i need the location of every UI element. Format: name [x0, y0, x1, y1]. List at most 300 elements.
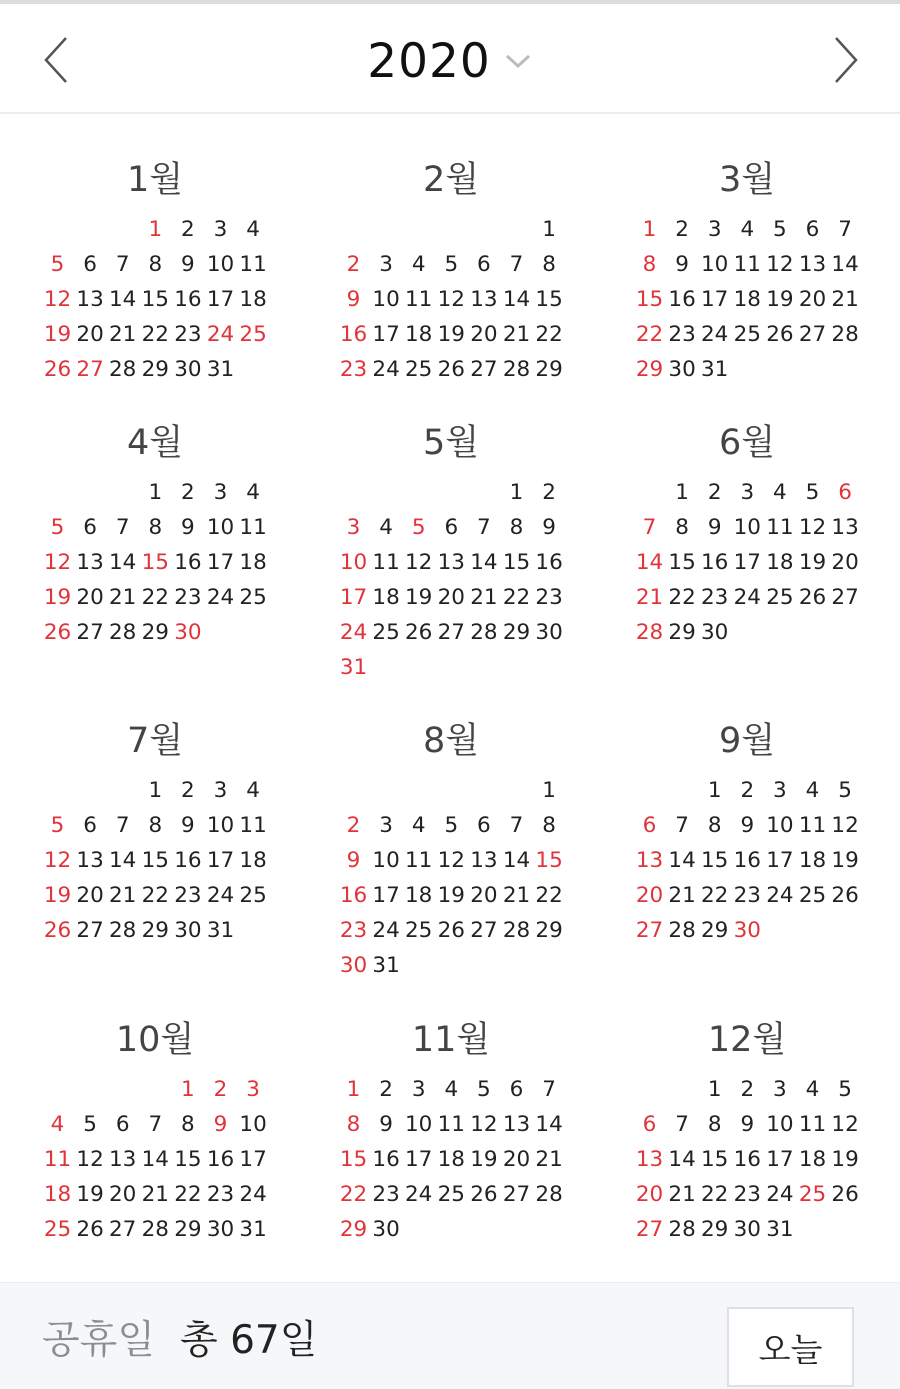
day-cell[interactable]: 23 — [701, 585, 729, 610]
day-cell[interactable]: 6 — [83, 813, 97, 838]
day-cell[interactable]: 8 — [707, 813, 722, 838]
day-cell[interactable]: 24 — [766, 883, 794, 908]
day-cell[interactable]: 18 — [798, 848, 827, 873]
day-cell[interactable]: 2 — [213, 1077, 228, 1102]
day-cell[interactable]: 16 — [339, 883, 368, 908]
day-cell[interactable]: 30 — [535, 620, 563, 645]
day-cell[interactable]: 11 — [405, 848, 433, 873]
day-cell[interactable]: 22 — [668, 585, 696, 610]
day-cell[interactable]: 14 — [502, 287, 531, 312]
day-cell[interactable]: 11 — [372, 550, 400, 575]
day-cell[interactable]: 10 — [206, 813, 235, 838]
day-cell[interactable]: 24 — [206, 585, 235, 610]
day-cell[interactable]: 6 — [642, 1112, 657, 1137]
day-cell[interactable]: 11 — [239, 252, 267, 277]
day-cell[interactable]: 30 — [668, 357, 696, 382]
day-cell[interactable]: 12 — [43, 848, 72, 873]
month-title[interactable]: 4월 — [126, 423, 184, 463]
day-cell[interactable]: 20 — [798, 287, 827, 312]
day-cell[interactable]: 29 — [701, 1217, 729, 1242]
day-cell[interactable]: 30 — [174, 918, 202, 943]
day-cell[interactable]: 8 — [148, 252, 163, 277]
day-cell[interactable]: 21 — [109, 322, 137, 347]
day-cell[interactable]: 11 — [733, 252, 761, 277]
day-cell[interactable]: 3 — [213, 480, 228, 505]
day-cell[interactable]: 30 — [372, 1217, 400, 1242]
day-cell[interactable]: 26 — [798, 585, 827, 610]
day-cell[interactable]: 12 — [470, 1112, 498, 1137]
month-title[interactable]: 2월 — [422, 160, 480, 200]
day-cell[interactable]: 13 — [635, 1147, 664, 1172]
day-cell[interactable]: 2 — [181, 778, 195, 803]
day-cell[interactable]: 18 — [405, 883, 433, 908]
day-cell[interactable]: 19 — [43, 585, 72, 610]
day-cell[interactable]: 31 — [206, 918, 235, 943]
day-cell[interactable]: 1 — [346, 1077, 361, 1102]
day-cell[interactable]: 30 — [206, 1217, 235, 1242]
day-cell[interactable]: 8 — [642, 252, 657, 277]
day-cell[interactable]: 24 — [239, 1182, 267, 1207]
day-cell[interactable]: 20 — [76, 322, 104, 347]
day-cell[interactable]: 23 — [339, 918, 368, 943]
day-cell[interactable]: 27 — [798, 322, 827, 347]
day-cell[interactable]: 28 — [502, 918, 531, 943]
day-cell[interactable]: 4 — [379, 515, 393, 540]
day-cell[interactable]: 10 — [372, 848, 400, 873]
day-cell[interactable]: 5 — [838, 1077, 852, 1102]
day-cell[interactable]: 6 — [83, 252, 97, 277]
day-cell[interactable]: 30 — [339, 953, 368, 978]
day-cell[interactable]: 18 — [239, 848, 267, 873]
day-cell[interactable]: 29 — [141, 357, 169, 382]
day-cell[interactable]: 17 — [733, 550, 761, 575]
day-cell[interactable]: 22 — [141, 322, 169, 347]
day-cell[interactable]: 31 — [239, 1217, 267, 1242]
day-cell[interactable]: 8 — [542, 252, 556, 277]
day-cell[interactable]: 25 — [798, 1182, 827, 1207]
day-cell[interactable]: 16 — [733, 1147, 761, 1172]
day-cell[interactable]: 27 — [76, 620, 104, 645]
day-cell[interactable]: 14 — [635, 550, 664, 575]
day-cell[interactable]: 15 — [141, 550, 169, 575]
day-cell[interactable]: 2 — [740, 778, 755, 803]
day-cell[interactable]: 12 — [437, 848, 465, 873]
day-cell[interactable]: 18 — [43, 1182, 72, 1207]
day-cell[interactable]: 26 — [43, 918, 72, 943]
day-cell[interactable]: 5 — [773, 217, 787, 242]
day-cell[interactable]: 19 — [437, 322, 465, 347]
day-cell[interactable]: 27 — [831, 585, 859, 610]
day-cell[interactable]: 27 — [76, 918, 104, 943]
day-cell[interactable]: 5 — [838, 778, 852, 803]
day-cell[interactable]: 22 — [535, 883, 563, 908]
day-cell[interactable]: 28 — [141, 1217, 169, 1242]
day-cell[interactable]: 23 — [174, 883, 202, 908]
day-cell[interactable]: 10 — [766, 1112, 794, 1137]
day-cell[interactable]: 2 — [379, 1077, 393, 1102]
day-cell[interactable]: 26 — [43, 620, 72, 645]
day-cell[interactable]: 1 — [181, 1077, 195, 1102]
day-cell[interactable]: 24 — [372, 357, 400, 382]
day-cell[interactable]: 9 — [542, 515, 556, 540]
day-cell[interactable]: 18 — [733, 287, 761, 312]
day-cell[interactable]: 4 — [444, 1077, 459, 1102]
day-cell[interactable]: 24 — [206, 883, 235, 908]
day-cell[interactable]: 28 — [635, 620, 664, 645]
day-cell[interactable]: 28 — [470, 620, 498, 645]
day-cell[interactable]: 9 — [346, 287, 361, 312]
day-cell[interactable]: 31 — [206, 357, 235, 382]
day-cell[interactable]: 14 — [109, 287, 137, 312]
day-cell[interactable]: 15 — [635, 287, 664, 312]
day-cell[interactable]: 4 — [411, 252, 426, 277]
day-cell[interactable]: 17 — [206, 550, 235, 575]
day-cell[interactable]: 16 — [535, 550, 563, 575]
day-cell[interactable]: 28 — [668, 1217, 696, 1242]
day-cell[interactable]: 22 — [339, 1182, 368, 1207]
day-cell[interactable]: 22 — [535, 322, 563, 347]
day-cell[interactable]: 11 — [239, 515, 267, 540]
day-cell[interactable]: 9 — [181, 252, 195, 277]
day-cell[interactable]: 24 — [405, 1182, 433, 1207]
day-cell[interactable]: 19 — [405, 585, 433, 610]
day-cell[interactable]: 14 — [109, 550, 137, 575]
day-cell[interactable]: 7 — [115, 813, 130, 838]
day-cell[interactable]: 27 — [635, 918, 664, 943]
day-cell[interactable]: 1 — [148, 480, 163, 505]
day-cell[interactable]: 7 — [115, 515, 130, 540]
day-cell[interactable]: 3 — [379, 252, 393, 277]
day-cell[interactable]: 14 — [470, 550, 498, 575]
day-cell[interactable]: 3 — [773, 778, 787, 803]
day-cell[interactable]: 26 — [437, 918, 465, 943]
day-cell[interactable]: 31 — [701, 357, 729, 382]
day-cell[interactable]: 17 — [372, 883, 400, 908]
day-cell[interactable]: 24 — [733, 585, 761, 610]
day-cell[interactable]: 20 — [470, 883, 498, 908]
day-cell[interactable]: 28 — [831, 322, 859, 347]
day-cell[interactable]: 23 — [535, 585, 563, 610]
day-cell[interactable]: 6 — [642, 813, 657, 838]
day-cell[interactable]: 16 — [174, 848, 202, 873]
month-title[interactable]: 6월 — [718, 423, 776, 463]
day-cell[interactable]: 7 — [542, 1077, 556, 1102]
day-cell[interactable]: 15 — [535, 848, 563, 873]
day-cell[interactable]: 24 — [339, 620, 368, 645]
day-cell[interactable]: 15 — [535, 287, 563, 312]
day-cell[interactable]: 28 — [109, 918, 137, 943]
day-cell[interactable]: 17 — [339, 585, 368, 610]
day-cell[interactable]: 25 — [405, 918, 433, 943]
day-cell[interactable]: 13 — [831, 515, 859, 540]
day-cell[interactable]: 13 — [76, 287, 104, 312]
day-cell[interactable]: 13 — [76, 848, 104, 873]
day-cell[interactable]: 16 — [174, 287, 202, 312]
day-cell[interactable]: 2 — [181, 480, 195, 505]
day-cell[interactable]: 3 — [213, 217, 228, 242]
day-cell[interactable]: 8 — [181, 1112, 195, 1137]
day-cell[interactable]: 17 — [766, 848, 794, 873]
day-cell[interactable]: 16 — [206, 1147, 235, 1172]
day-cell[interactable]: 22 — [141, 585, 169, 610]
day-cell[interactable]: 23 — [174, 322, 202, 347]
day-cell[interactable]: 11 — [437, 1112, 465, 1137]
day-cell[interactable]: 7 — [642, 515, 657, 540]
day-cell[interactable]: 17 — [405, 1147, 433, 1172]
day-cell[interactable]: 22 — [701, 1182, 729, 1207]
day-cell[interactable]: 20 — [76, 585, 104, 610]
day-cell[interactable]: 23 — [206, 1182, 235, 1207]
day-cell[interactable]: 12 — [831, 1112, 859, 1137]
day-cell[interactable]: 9 — [740, 1112, 755, 1137]
day-cell[interactable]: 1 — [148, 217, 163, 242]
day-cell[interactable]: 12 — [798, 515, 827, 540]
day-cell[interactable]: 25 — [372, 620, 400, 645]
day-cell[interactable]: 14 — [109, 848, 137, 873]
day-cell[interactable]: 7 — [675, 1112, 689, 1137]
day-cell[interactable]: 23 — [174, 585, 202, 610]
day-cell[interactable]: 14 — [668, 848, 696, 873]
day-cell[interactable]: 8 — [148, 813, 163, 838]
day-cell[interactable]: 29 — [502, 620, 531, 645]
day-cell[interactable]: 14 — [502, 848, 531, 873]
day-cell[interactable]: 21 — [831, 287, 859, 312]
day-cell[interactable]: 6 — [477, 813, 491, 838]
day-cell[interactable]: 22 — [635, 322, 664, 347]
day-cell[interactable]: 25 — [43, 1217, 72, 1242]
day-cell[interactable]: 12 — [405, 550, 433, 575]
day-cell[interactable]: 15 — [339, 1147, 368, 1172]
day-cell[interactable]: 10 — [405, 1112, 433, 1137]
day-cell[interactable]: 15 — [502, 550, 531, 575]
day-cell[interactable]: 8 — [346, 1112, 361, 1137]
day-cell[interactable]: 16 — [372, 1147, 400, 1172]
day-cell[interactable]: 6 — [477, 252, 491, 277]
day-cell[interactable]: 4 — [805, 1077, 820, 1102]
day-cell[interactable]: 5 — [805, 480, 820, 505]
day-cell[interactable]: 7 — [509, 813, 524, 838]
day-cell[interactable]: 20 — [635, 1182, 664, 1207]
day-cell[interactable]: 28 — [668, 918, 696, 943]
day-cell[interactable]: 26 — [43, 357, 72, 382]
day-cell[interactable]: 11 — [766, 515, 794, 540]
day-cell[interactable]: 10 — [733, 515, 761, 540]
day-cell[interactable]: 30 — [733, 1217, 761, 1242]
day-cell[interactable]: 2 — [181, 217, 195, 242]
day-cell[interactable]: 29 — [535, 918, 563, 943]
day-cell[interactable]: 31 — [339, 655, 368, 680]
day-cell[interactable]: 13 — [437, 550, 465, 575]
day-cell[interactable]: 20 — [502, 1147, 531, 1172]
day-cell[interactable]: 18 — [798, 1147, 827, 1172]
month-title[interactable]: 10월 — [115, 1020, 195, 1060]
day-cell[interactable]: 4 — [740, 217, 755, 242]
day-cell[interactable]: 5 — [477, 1077, 491, 1102]
day-cell[interactable]: 13 — [109, 1147, 137, 1172]
next-year-button[interactable] — [814, 30, 874, 90]
day-cell[interactable]: 26 — [766, 322, 794, 347]
day-cell[interactable]: 10 — [206, 252, 235, 277]
day-cell[interactable]: 12 — [43, 550, 72, 575]
month-title[interactable]: 7월 — [126, 721, 184, 761]
day-cell[interactable]: 26 — [831, 883, 859, 908]
day-cell[interactable]: 22 — [502, 585, 531, 610]
day-cell[interactable]: 14 — [141, 1147, 169, 1172]
day-cell[interactable]: 28 — [109, 620, 137, 645]
day-cell[interactable]: 9 — [707, 515, 722, 540]
day-cell[interactable]: 23 — [372, 1182, 400, 1207]
day-cell[interactable]: 17 — [206, 848, 235, 873]
day-cell[interactable]: 1 — [642, 217, 657, 242]
day-cell[interactable]: 3 — [246, 1077, 260, 1102]
day-cell[interactable]: 19 — [831, 848, 859, 873]
day-cell[interactable]: 27 — [470, 357, 498, 382]
day-cell[interactable]: 9 — [346, 848, 361, 873]
day-cell[interactable]: 25 — [239, 585, 267, 610]
day-cell[interactable]: 17 — [372, 322, 400, 347]
day-cell[interactable]: 4 — [411, 813, 426, 838]
month-title[interactable]: 8월 — [422, 721, 480, 761]
day-cell[interactable]: 7 — [509, 252, 524, 277]
day-cell[interactable]: 20 — [635, 883, 664, 908]
day-cell[interactable]: 29 — [141, 620, 169, 645]
day-cell[interactable]: 2 — [346, 252, 361, 277]
day-cell[interactable]: 12 — [831, 813, 859, 838]
day-cell[interactable]: 3 — [346, 515, 361, 540]
day-cell[interactable]: 20 — [470, 322, 498, 347]
day-cell[interactable]: 12 — [76, 1147, 104, 1172]
day-cell[interactable]: 9 — [675, 252, 689, 277]
day-cell[interactable]: 26 — [405, 620, 433, 645]
day-cell[interactable]: 12 — [43, 287, 72, 312]
day-cell[interactable]: 14 — [668, 1147, 696, 1172]
day-cell[interactable]: 23 — [339, 357, 368, 382]
day-cell[interactable]: 4 — [246, 217, 260, 242]
day-cell[interactable]: 2 — [740, 1077, 755, 1102]
day-cell[interactable]: 7 — [675, 813, 689, 838]
day-cell[interactable]: 6 — [509, 1077, 524, 1102]
day-cell[interactable]: 29 — [339, 1217, 368, 1242]
day-cell[interactable]: 17 — [206, 287, 235, 312]
day-cell[interactable]: 6 — [444, 515, 459, 540]
day-cell[interactable]: 15 — [701, 848, 729, 873]
day-cell[interactable]: 17 — [239, 1147, 267, 1172]
day-cell[interactable]: 3 — [213, 778, 228, 803]
day-cell[interactable]: 2 — [675, 217, 689, 242]
day-cell[interactable]: 20 — [76, 883, 104, 908]
day-cell[interactable]: 15 — [668, 550, 696, 575]
day-cell[interactable]: 21 — [109, 883, 137, 908]
day-cell[interactable]: 29 — [141, 918, 169, 943]
day-cell[interactable]: 8 — [675, 515, 689, 540]
day-cell[interactable]: 1 — [542, 217, 556, 242]
day-cell[interactable]: 13 — [470, 287, 498, 312]
day-cell[interactable]: 16 — [733, 848, 761, 873]
day-cell[interactable]: 19 — [437, 883, 465, 908]
month-title[interactable]: 12월 — [707, 1020, 787, 1060]
day-cell[interactable]: 31 — [766, 1217, 794, 1242]
day-cell[interactable]: 23 — [733, 1182, 761, 1207]
day-cell[interactable]: 22 — [141, 883, 169, 908]
day-cell[interactable]: 14 — [535, 1112, 563, 1137]
day-cell[interactable]: 1 — [707, 778, 722, 803]
day-cell[interactable]: 3 — [707, 217, 722, 242]
day-cell[interactable]: 27 — [109, 1217, 137, 1242]
day-cell[interactable]: 24 — [766, 1182, 794, 1207]
day-cell[interactable]: 1 — [148, 778, 163, 803]
day-cell[interactable]: 23 — [668, 322, 696, 347]
day-cell[interactable]: 18 — [239, 287, 267, 312]
day-cell[interactable]: 12 — [437, 287, 465, 312]
day-cell[interactable]: 11 — [798, 1112, 827, 1137]
day-cell[interactable]: 1 — [542, 778, 556, 803]
day-cell[interactable]: 4 — [773, 480, 787, 505]
day-cell[interactable]: 24 — [701, 322, 729, 347]
day-cell[interactable]: 19 — [76, 1182, 104, 1207]
day-cell[interactable]: 21 — [502, 322, 531, 347]
day-cell[interactable]: 7 — [115, 252, 130, 277]
day-cell[interactable]: 25 — [239, 883, 267, 908]
day-cell[interactable]: 25 — [437, 1182, 465, 1207]
day-cell[interactable]: 25 — [239, 322, 267, 347]
day-cell[interactable]: 21 — [109, 585, 137, 610]
day-cell[interactable]: 13 — [502, 1112, 531, 1137]
day-cell[interactable]: 5 — [50, 252, 65, 277]
day-cell[interactable]: 30 — [174, 620, 202, 645]
day-cell[interactable]: 16 — [668, 287, 696, 312]
month-title[interactable]: 1월 — [126, 160, 184, 200]
day-cell[interactable]: 11 — [239, 813, 267, 838]
day-cell[interactable]: 15 — [701, 1147, 729, 1172]
day-cell[interactable]: 19 — [766, 287, 794, 312]
day-cell[interactable]: 21 — [668, 883, 696, 908]
day-cell[interactable]: 3 — [411, 1077, 426, 1102]
day-cell[interactable]: 19 — [43, 322, 72, 347]
day-cell[interactable]: 6 — [805, 217, 820, 242]
day-cell[interactable]: 13 — [76, 550, 104, 575]
day-cell[interactable]: 18 — [766, 550, 794, 575]
day-cell[interactable]: 10 — [766, 813, 794, 838]
day-cell[interactable]: 10 — [372, 287, 400, 312]
day-cell[interactable]: 27 — [635, 1217, 664, 1242]
day-cell[interactable]: 17 — [766, 1147, 794, 1172]
day-cell[interactable]: 21 — [502, 883, 531, 908]
day-cell[interactable]: 26 — [470, 1182, 498, 1207]
day-cell[interactable]: 31 — [372, 953, 400, 978]
day-cell[interactable]: 11 — [405, 287, 433, 312]
day-cell[interactable]: 18 — [372, 585, 400, 610]
day-cell[interactable]: 6 — [115, 1112, 130, 1137]
day-cell[interactable]: 7 — [477, 515, 491, 540]
day-cell[interactable]: 21 — [470, 585, 498, 610]
day-cell[interactable]: 16 — [701, 550, 729, 575]
day-cell[interactable]: 13 — [798, 252, 827, 277]
day-cell[interactable]: 6 — [838, 480, 852, 505]
day-cell[interactable]: 4 — [50, 1112, 65, 1137]
day-cell[interactable]: 4 — [246, 480, 260, 505]
day-cell[interactable]: 21 — [635, 585, 664, 610]
month-title[interactable]: 11월 — [411, 1020, 491, 1060]
day-cell[interactable]: 2 — [707, 480, 722, 505]
day-cell[interactable]: 8 — [707, 1112, 722, 1137]
day-cell[interactable]: 5 — [50, 515, 65, 540]
day-cell[interactable]: 10 — [339, 550, 368, 575]
day-cell[interactable]: 19 — [798, 550, 827, 575]
day-cell[interactable]: 19 — [43, 883, 72, 908]
day-cell[interactable]: 2 — [542, 480, 556, 505]
day-cell[interactable]: 21 — [535, 1147, 563, 1172]
day-cell[interactable]: 23 — [733, 883, 761, 908]
